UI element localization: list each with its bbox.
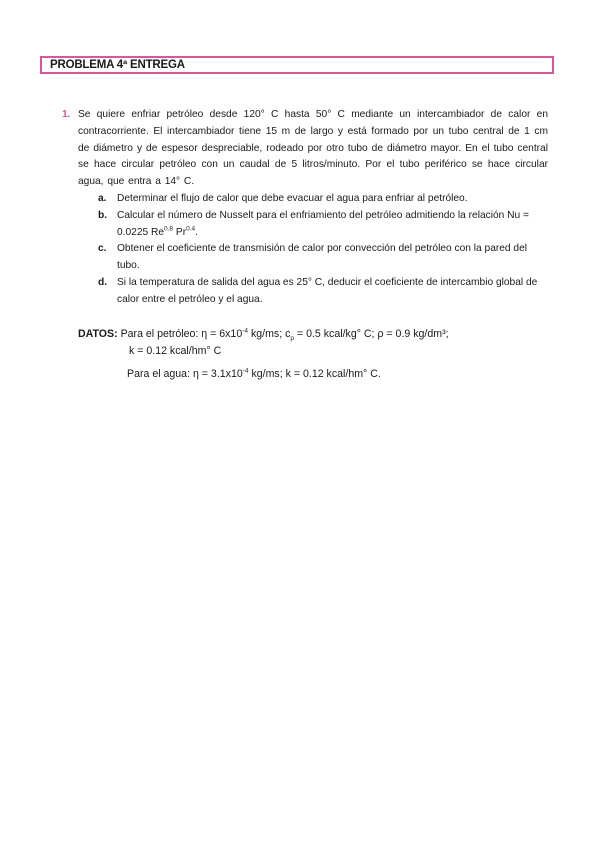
problem-1: [62, 107, 548, 309]
item-letter: c.: [98, 243, 107, 255]
item-text: Si la temperatura de salida del agua es 25° C, deducir el coeficiente de intercambio global de calor entre el petróleo y el agua.: [117, 276, 538, 305]
oil-viscosity: Para el petróleo: η = 6x10: [120, 328, 243, 340]
sub-question-d: [62, 275, 548, 309]
page-title: PROBLEMA 4ª ENTREGA: [50, 59, 185, 71]
item-text-mid: Pr: [173, 226, 187, 238]
water-viscosity-exponent: -4: [242, 367, 249, 375]
oil-cp-label: kg/ms; c: [248, 328, 291, 340]
item-letter: a.: [98, 192, 107, 204]
problem-number: 1.: [62, 109, 71, 120]
water-data-line: [78, 366, 558, 383]
water-viscosity: Para el agua: η = 3.1x10: [127, 368, 243, 380]
cp-subscript: p: [290, 335, 295, 343]
data-label: DATOS:: [78, 328, 118, 340]
item-letter: b.: [98, 209, 108, 221]
oil-viscosity-exponent: -4: [242, 327, 248, 335]
item-text: Determinar el flujo de calor que debe evacuar el agua para enfriar al petróleo.: [117, 192, 468, 204]
data-section: [78, 326, 558, 383]
oil-data-line-1: [78, 326, 558, 343]
title-box: [40, 56, 554, 74]
water-conductivity: kg/ms; k = 0.12 kcal/hm° C.: [248, 368, 381, 380]
item-text-end: .: [195, 226, 198, 238]
sub-question-list: [62, 191, 548, 309]
sub-question-c: [62, 241, 548, 275]
reynolds-exponent: 0.8: [164, 225, 174, 233]
oil-conductivity: k = 0.12 kcal/hm° C: [129, 345, 222, 357]
item-text: Calcular el número de Nusselt para el enfriamiento del petróleo admitiendo la relación Nu = 0.0225 Re: [117, 209, 529, 238]
item-text: Obtener el coeficiente de transmisión de calor por convección del petróleo con la pared del tubo.: [117, 243, 528, 272]
item-letter: d.: [98, 276, 108, 288]
sub-question-a: [62, 191, 548, 208]
oil-cp-density: = 0.5 kcal/kg° C; ρ = 0.9 kg/dm³;: [294, 328, 449, 340]
prandtl-exponent: 0.4: [186, 225, 196, 233]
problem-statement: Se quiere enfriar petróleo desde 120° C hasta 50° C mediante un intercambiador de calor en contracorriente. El intercambiador tiene 15 m de largo y está formado por un tubo central de 1 cm de diámetro y de espesor despreciable, rodeado por otro tubo de diámetro mayor. En el tubo central se hace circular petróleo con un caudal de 5 litros/minuto. Por el tubo periférico se hace circular agua, que entra a 14° C.: [78, 109, 548, 188]
sub-question-b: [62, 208, 548, 242]
